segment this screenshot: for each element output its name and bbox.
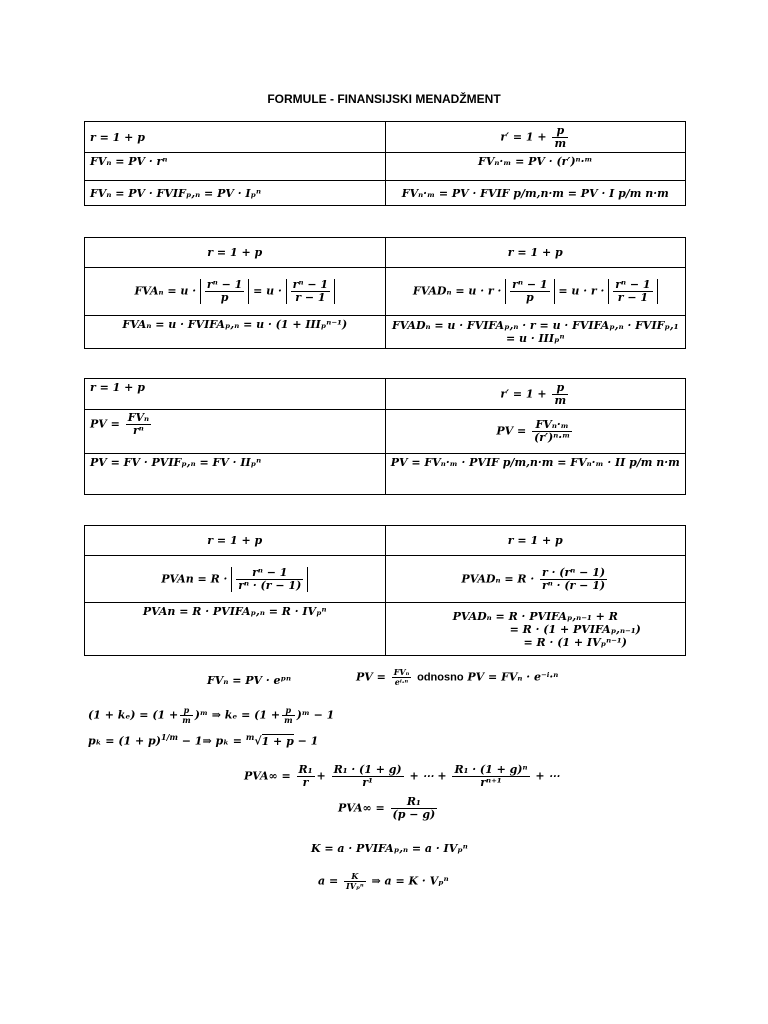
t2-r3-right: FVADₙ = u · FVIFAₚ,ₙ · r = u · FVIFAₚ,ₙ · FVIFₚ,₁ = u · IIIₚⁿ	[385, 316, 686, 349]
periodic-rate-formula: $p_k = (1 + p)^{1/m}$ − 1⇒ pₖ = $^m$√1 + p − 1	[88, 732, 319, 748]
t3-r1-left: r = 1 + p	[85, 379, 386, 410]
t2-r3-left: FVAₙ = u · FVIFAₚ,ₙ = u · (1 + IIIₚⁿ⁻¹)	[85, 316, 386, 349]
t4-r3-right: PVADₙ = R · PVIFAₚ,ₙ₋₁ + R = R · (1 + PVIFAₚ,ₙ₋₁) = R · (1 + IVₚⁿ⁻¹)	[385, 603, 686, 656]
t1-r2-left: FVₙ = PV · rⁿ	[85, 153, 386, 181]
growing-perpetuity-formula: PVA∞ = $\frac{\text{R₁}}{(p - g)}$	[338, 795, 436, 821]
t3-r1-right: r′ = 1 + $\frac{p}{m}$	[385, 379, 686, 410]
future-value-annuity-table	[84, 237, 686, 349]
t4-r1-right: r = 1 + p	[385, 526, 686, 556]
page-title: FORMULE - FINANSIJSKI MENADŽMENT	[267, 92, 501, 106]
t1-r1-right: r′ = 1 + $\frac{p}{m}$	[385, 122, 686, 153]
a-formula: a = K IVₚⁿ ⇒ a = K · Vₚⁿ	[318, 871, 449, 891]
t1-r1-left: r = 1 + p	[85, 122, 386, 153]
t1-r2-right: FVₙ·ₘ = PV · (r′)ⁿ·ᵐ	[385, 153, 686, 181]
t3-r3-right: PV = FVₙ·ₘ · PVIF p/m,n·m = FVₙ·ₘ · II p/m n·m	[385, 454, 686, 495]
present-value-annuity-table	[84, 525, 686, 656]
t4-r3-left: PVAn = R · PVIFAₚ,ₙ = R · IVₚⁿ	[85, 603, 386, 656]
t2-r1-right: r = 1 + p	[385, 238, 686, 268]
t2-r2-right: FVADₙ = u · r · $\frac{\text{rⁿ − 1}}{p}$ = u · r · $\frac{\text{rⁿ − 1}}{r - 1}$	[385, 268, 686, 316]
t1-r3-left: FVₙ = PV · FVIFₚ,ₙ = PV · Iₚⁿ	[85, 181, 386, 206]
present-value-table	[84, 378, 686, 495]
k-formula: K = a · PVIFAₚ,ₙ = a · IVₚⁿ	[311, 842, 468, 855]
continuous-fv-formula: FVₙ = PV · eᵖⁿ	[207, 674, 292, 687]
t3-r2-left: PV = FVₙ rⁿ	[85, 410, 386, 454]
growing-perpetuity-series: PVA∞ = $\frac{\text{R₁}}{r}$ + $\frac{\text{R₁ · (1 + g)}}{\text{r¹}}$ + ⋯ + $\frac{\text{R₁ · (1 + g)ⁿ}}{\text{rⁿ⁺¹}}$ + ⋯	[244, 763, 560, 789]
t3-r2-right: PV = FVₙ·ₘ (r′)ⁿ·ᵐ	[385, 410, 686, 454]
t4-r2-right: PVADₙ = R · $\frac{\text{r · (rⁿ − 1)}}{\text{rⁿ · (r − 1)}}$	[385, 556, 686, 603]
t2-r2-left: FVAₙ = u · $\frac{\text{rⁿ − 1}}{p}$ = u · $\frac{\text{rⁿ − 1}}{r - 1}$	[85, 268, 386, 316]
t2-r1-left: r = 1 + p	[85, 238, 386, 268]
effective-rate-formula: (1 + kₑ) = (1 + $\frac{p}{m}$ )ᵐ ⇒ kₑ = (1 + $\frac{p}{m}$ )ᵐ − 1	[88, 705, 335, 725]
t1-r3-right: FVₙ·ₘ = PV · FVIF p/m,n·m = PV · I p/m n·m	[385, 181, 686, 206]
continuous-pv-formula: PV = FVₙ eⁱ·ⁿ odnosno PV = FVₙ · e⁻ⁱ·ⁿ	[356, 667, 559, 687]
t4-r2-left: PVAn = R · $\frac{\text{rⁿ − 1}}{\text{rⁿ · (r − 1)}}$	[85, 556, 386, 603]
future-value-table	[84, 121, 686, 206]
t4-r1-left: r = 1 + p	[85, 526, 386, 556]
t3-r3-left: PV = FV · PVIFₚ,ₙ = FV · IIₚⁿ	[85, 454, 386, 495]
